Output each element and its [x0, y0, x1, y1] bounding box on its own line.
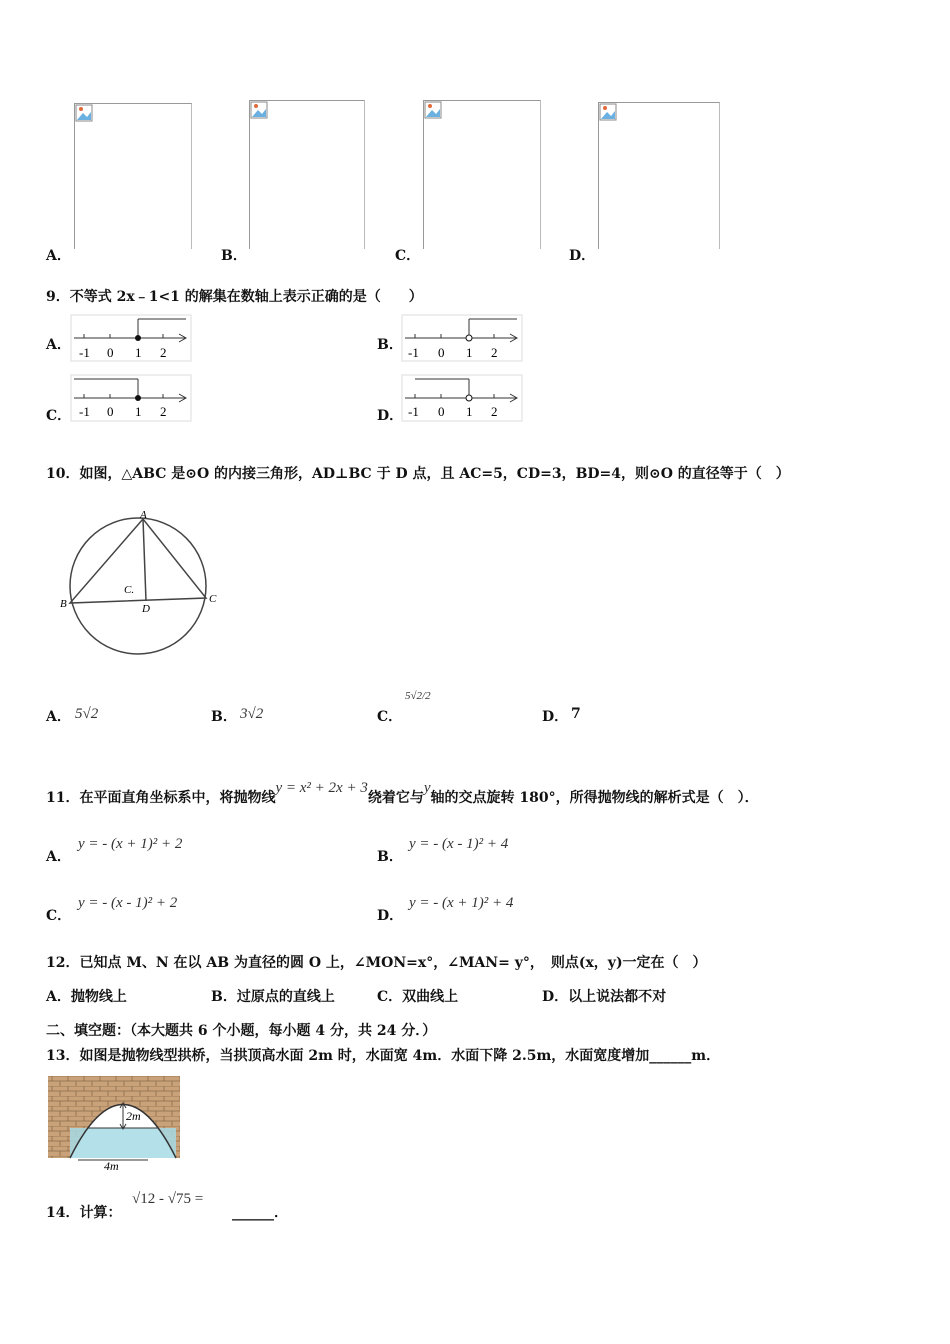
q11-option-c-value: y = - (x - 1)² + 2 [78, 895, 178, 911]
q11-stem-mid: 绕着它与 [367, 790, 424, 806]
tick-label: 1 [135, 345, 142, 360]
tick-label: 2 [160, 345, 167, 360]
section-title: 二、填空题：（本大题共 6 个小题，每小题 4 分，共 24 分．） [46, 1023, 437, 1039]
q8-option-b[interactable]: B． [221, 248, 247, 264]
q10-option-c[interactable]: C． [377, 709, 403, 725]
label-a: A [140, 509, 147, 521]
label-height: 2m [126, 1109, 141, 1123]
label-o: C. [124, 584, 135, 596]
q9-number-line-d [401, 374, 523, 422]
q10-option-d[interactable]: D． [542, 709, 569, 725]
q13-stem: 13．如图是抛物线型拱桥，当拱顶高水面 2m 时，水面宽 4m．水面下降 2.5m，水面宽度增加______m． [46, 1048, 721, 1064]
q8-image-c [423, 100, 541, 249]
closed-dot [135, 395, 141, 401]
q8-option-a[interactable]: A． [46, 248, 71, 264]
tick-label: 1 [466, 345, 473, 360]
tick-label: 0 [107, 404, 114, 419]
q8-option-d[interactable]: D． [569, 248, 596, 264]
q11-stem-post: 轴的交点旋转 180°，所得抛物线的解析式是（ ）． [430, 790, 759, 806]
q11-option-a-value: y = - (x + 1)² + 2 [78, 836, 183, 852]
tick-label: 1 [466, 404, 473, 419]
q10-option-c-value: 5√2/2 [405, 690, 431, 702]
open-dot [466, 395, 472, 401]
broken-image-icon [424, 101, 442, 119]
q11-option-c[interactable]: C． [46, 908, 72, 924]
q8-option-c[interactable]: C． [395, 248, 421, 264]
open-dot [466, 335, 472, 341]
q10-option-d-value: 7 [571, 706, 581, 722]
q10-option-a[interactable]: A． [46, 709, 71, 725]
tick-label: 0 [438, 345, 445, 360]
q10-stem: 10．如图，△ABC 是⊙O 的内接三角形，AD⊥BC 于 D 点，且 AC=5，CD=3，BD=4，则⊙O 的直径等于（ ） [46, 466, 790, 482]
tick-label: 0 [107, 345, 114, 360]
q9-number-line-b [401, 314, 523, 362]
q12-option-d[interactable]: D．以上说法都不对 [542, 989, 667, 1005]
broken-image-icon [75, 104, 93, 122]
tick-label: -1 [408, 345, 419, 360]
q11-option-b[interactable]: B． [377, 849, 403, 865]
tick-label: 1 [135, 404, 142, 419]
tick-label: -1 [79, 404, 90, 419]
tick-label: 2 [491, 404, 498, 419]
q10-option-a-value: 5√2 [75, 706, 99, 722]
q13-bridge-figure [48, 1076, 180, 1172]
label-d: D [142, 603, 150, 615]
broken-image-icon [250, 101, 268, 119]
label-b: B [60, 598, 67, 610]
tick-label: -1 [79, 345, 90, 360]
q12-option-a[interactable]: A．抛物线上 [46, 989, 127, 1005]
q12-option-b[interactable]: B．过原点的直线上 [211, 989, 335, 1005]
q10-option-b-value: 3√2 [240, 706, 264, 722]
q11-y: y [423, 780, 431, 796]
q9-number-line-a [70, 314, 192, 362]
q11-option-d-value: y = - (x + 1)² + 4 [409, 895, 514, 911]
q8-image-d [598, 102, 720, 249]
q10-circle-figure [58, 506, 228, 656]
q11-option-b-value: y = - (x - 1)² + 4 [409, 836, 509, 852]
tick-label: 2 [491, 345, 498, 360]
q11-equation: y = x² + 2x + 3 [275, 780, 368, 796]
q14-expression: √12 - √75 = [132, 1191, 204, 1207]
q12-option-c[interactable]: C．双曲线上 [377, 989, 459, 1005]
q11-stem [46, 777, 759, 806]
q14-answer-blank[interactable]: ______． [232, 1205, 288, 1221]
q8-image-a [74, 103, 192, 249]
q11-stem-pre: 11．在平面直角坐标系中，将抛物线 [46, 790, 276, 806]
q11-option-a[interactable]: A． [46, 849, 71, 865]
q9-stem: 9．不等式 2x﹣1<1 的解集在数轴上表示正确的是（ ） [46, 289, 423, 305]
label-c: C [209, 593, 217, 605]
q14-prefix: 14．计算： [46, 1205, 122, 1221]
tick-label: 2 [160, 404, 167, 419]
closed-dot [135, 335, 141, 341]
q11-option-d[interactable]: D． [377, 908, 404, 924]
q9-number-line-c [70, 374, 192, 422]
q8-image-b [249, 100, 365, 249]
label-width: 4m [104, 1159, 119, 1172]
q9-option-c[interactable]: C． [46, 408, 72, 424]
q10-option-b[interactable]: B． [211, 709, 237, 725]
broken-image-icon [599, 103, 617, 121]
tick-label: -1 [408, 404, 419, 419]
q12-stem: 12．已知点 M、N 在以 AB 为直径的圆 O 上，∠MON=x°，∠MAN= y°， 则点(x，y)一定在（ ） [46, 955, 707, 971]
q9-option-b[interactable]: B． [377, 337, 403, 353]
q9-option-a[interactable]: A． [46, 337, 71, 353]
tick-label: 0 [438, 404, 445, 419]
q9-option-d[interactable]: D． [377, 408, 404, 424]
